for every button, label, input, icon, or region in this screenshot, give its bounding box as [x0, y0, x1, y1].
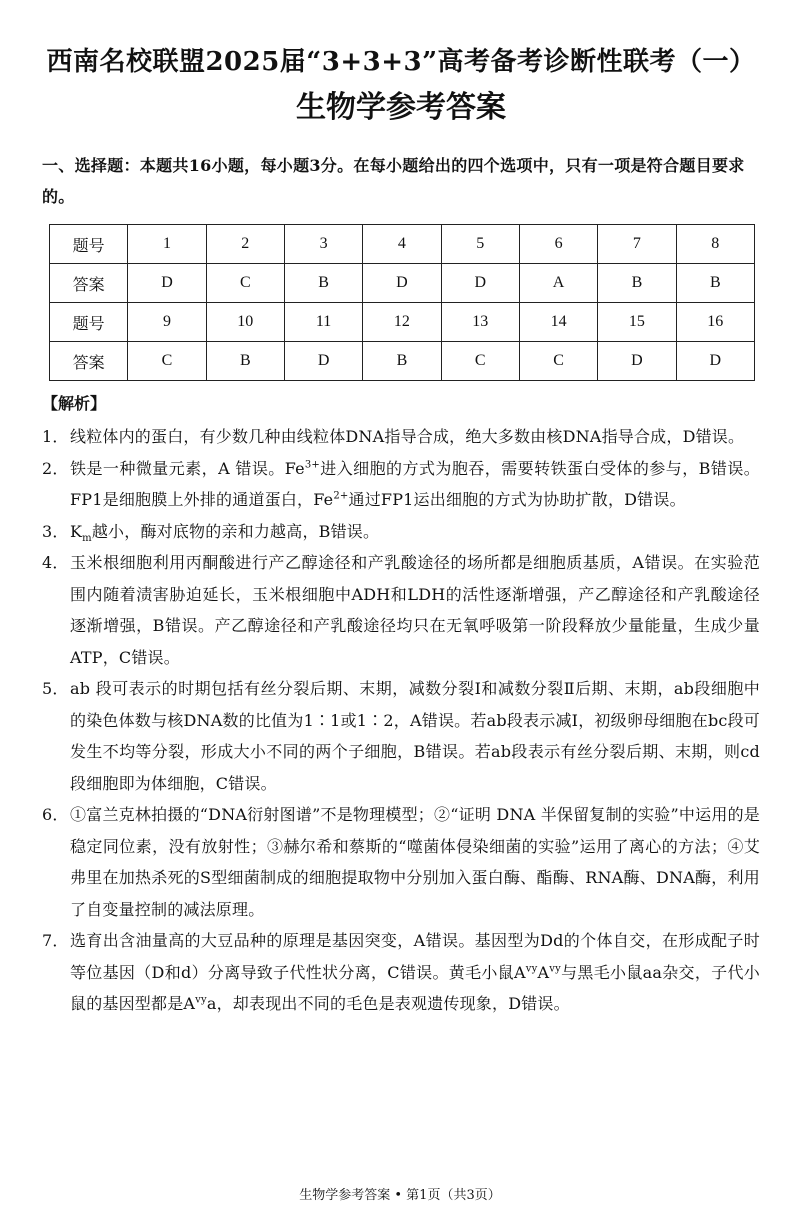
table-row — [50, 225, 755, 264]
table-cell: D — [676, 342, 754, 381]
table-cell: B — [206, 342, 284, 381]
item-script: vy — [549, 963, 561, 975]
subject-title: 生物学参考答案 — [296, 90, 506, 125]
list-item — [42, 421, 760, 453]
analysis-heading: 【解析】 — [42, 394, 107, 413]
item-script: 3+ — [304, 459, 320, 471]
item-script: vy — [195, 994, 207, 1006]
table-cell: C — [441, 342, 519, 381]
table-cell: 11 — [284, 303, 362, 342]
item-text: K — [70, 521, 83, 541]
item-text: ①富兰克林拍摄的“DNA衍射图谱”不是物理模型；②“证明 DNA 半保留复制的实验”中运用的是稳定同位素，没有放射性；③赫尔希和蔡斯的“噬菌体侵染细菌的实验”运用了离心的方法；④艾弗里在加热杀死的S型细菌制成的细胞提取物中分别加入蛋白酶、酯酶、RNA酶、DNA酶，利用了自变量控制的减法原理。 — [70, 805, 760, 919]
table-row-label: 答案 — [50, 264, 128, 303]
item-number: 6． — [42, 805, 69, 824]
table-cell: 16 — [676, 303, 754, 342]
table-cell: C — [128, 342, 206, 381]
item-number: 2． — [42, 458, 69, 478]
section-heading: 一、选择题：本题共16小题，每小题3分。在每小题给出的四个选项中，只有一项是符合题目要求的。 — [42, 156, 745, 206]
table-cell: D — [441, 264, 519, 303]
item-text: 与黑毛小鼠aa杂交，子代小鼠的基因型都是A — [70, 962, 760, 1013]
table-row-label: 题号 — [50, 225, 128, 264]
table-cell: B — [676, 264, 754, 303]
list-item — [42, 925, 760, 1020]
table-cell: A — [519, 264, 597, 303]
item-number: 7． — [42, 931, 69, 950]
item-number: 3． — [42, 521, 69, 541]
table-cell: D — [128, 264, 206, 303]
list-item — [42, 799, 760, 925]
table-cell: 5 — [441, 225, 519, 264]
exam-title: 西南名校联盟2025届“3+3+3”高考备考诊断性联考（一） — [46, 47, 756, 77]
table-cell: 13 — [441, 303, 519, 342]
table-cell: C — [519, 342, 597, 381]
table-cell: 8 — [676, 225, 754, 264]
item-text: 越小，酶对底物的亲和力越高，B错误。 — [91, 521, 380, 541]
item-text: 铁是一种微量元素，A 错误。Fe — [70, 458, 305, 478]
answer-table — [49, 224, 755, 381]
item-script: vy — [525, 963, 538, 975]
item-text: 线粒体内的蛋白，有少数几种由线粒体DNA指导合成，绝大多数由核DNA指导合成，D错误。 — [70, 427, 745, 446]
table-cell: 10 — [206, 303, 284, 342]
table-cell: 15 — [598, 303, 676, 342]
table-cell: D — [598, 342, 676, 381]
table-cell: 14 — [519, 303, 597, 342]
item-text: a，却表现出不同的毛色是表观遗传现象，D错误。 — [206, 994, 570, 1013]
table-cell: 3 — [284, 225, 362, 264]
table-row-label: 答案 — [50, 342, 128, 381]
item-number: 5． — [42, 679, 69, 698]
list-item — [42, 453, 760, 516]
table-cell: B — [598, 264, 676, 303]
table-cell: 12 — [363, 303, 441, 342]
table-row — [50, 264, 755, 303]
table-cell: 6 — [519, 225, 597, 264]
list-item — [42, 516, 760, 548]
analysis-list — [42, 421, 760, 1020]
item-number: 4． — [42, 553, 69, 572]
item-text: ab 段可表示的时期包括有丝分裂后期、末期，减数分裂Ⅰ和减数分裂Ⅱ后期、末期，ab段细胞中的染色体数与核DNA数的比值为1∶1或1∶2，A错误。若ab段表示减Ⅰ，初级卵母细胞在bc段可发生不均等分裂，形成大小不同的两个子细胞，B错误。若ab段表示有丝分裂后期、末期，则cd段细胞即为体细胞，C错误。 — [70, 679, 760, 793]
item-text: A — [537, 962, 550, 982]
item-text: 进入细胞的方式为胞吞，需要转铁蛋白受体的参与，B错误。FP1是细胞膜上外排的通道蛋白，Fe — [70, 458, 760, 509]
item-text: 选育出含油量高的大豆品种的原理是基因突变，A错误。基因型为Dd的个体自交，在形成配子时等位基因（D和d）分离导致子代性状分离，C错误。黄毛小鼠A — [70, 931, 760, 982]
item-script: m — [82, 532, 92, 544]
table-cell: 7 — [598, 225, 676, 264]
table-cell: C — [206, 264, 284, 303]
table-cell: B — [284, 264, 362, 303]
list-item — [42, 673, 760, 799]
table-cell: B — [363, 342, 441, 381]
item-text: 玉米根细胞利用丙酮酸进行产乙醇途径和产乳酸途径的场所都是细胞质基质，A错误。在实验范围内随着渍害胁迫延长，玉米根细胞中ADH和LDH的活性逐渐增强，产乙醇途径和产乳酸途径逐渐增强，B错误。产乙醇途径和产乳酸途径均只在无氧呼吸第一阶段释放少量能量，生成少量ATP，C错误。 — [70, 553, 760, 667]
table-row — [50, 342, 755, 381]
table-cell: 2 — [206, 225, 284, 264]
table-cell: 4 — [363, 225, 441, 264]
table-cell: D — [363, 264, 441, 303]
table-row-label: 题号 — [50, 303, 128, 342]
table-row — [50, 303, 755, 342]
table-cell: 1 — [128, 225, 206, 264]
item-script: 2+ — [333, 490, 349, 502]
table-cell: 9 — [128, 303, 206, 342]
page-footer: 生物学参考答案 • 第1页（共3页） — [299, 1188, 501, 1203]
table-cell: D — [284, 342, 362, 381]
list-item — [42, 547, 760, 673]
item-number: 1． — [42, 427, 69, 446]
item-text: 通过FP1运出细胞的方式为协助扩散，D错误。 — [348, 490, 686, 509]
